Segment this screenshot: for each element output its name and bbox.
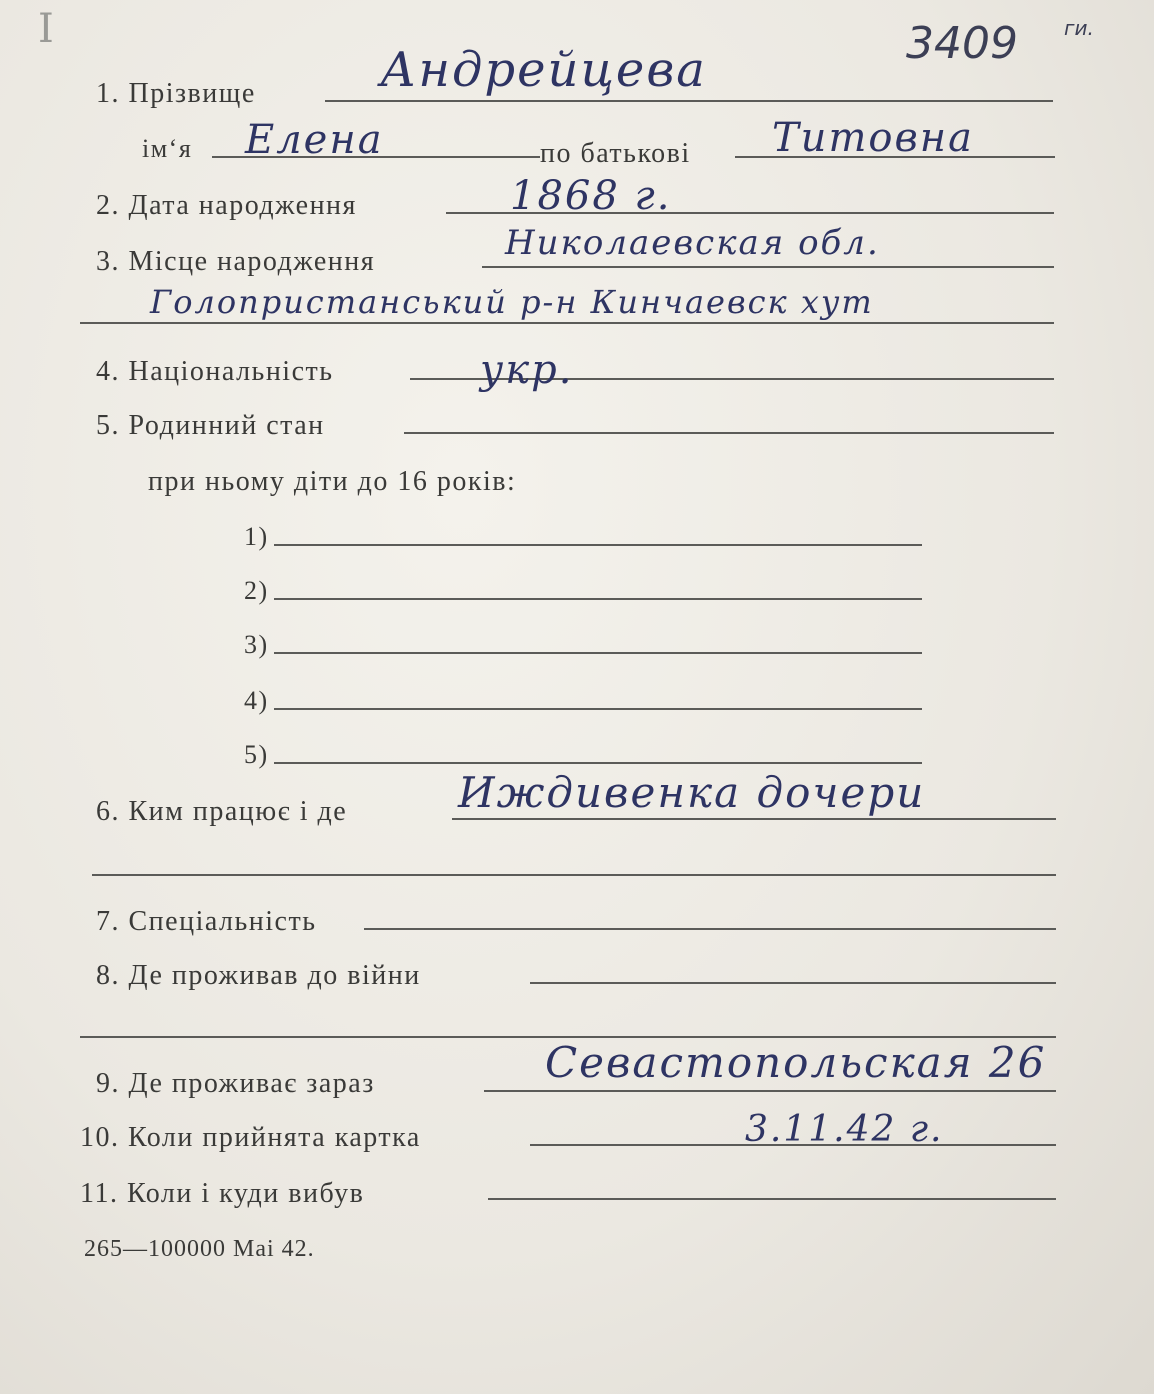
- children-label: при ньому діти до 16 років:: [148, 466, 517, 497]
- occupation-value: Иждивенка дочери: [458, 768, 926, 817]
- birthplace-label: 3. Місце народження: [96, 246, 376, 277]
- child-1-label: 1): [244, 522, 269, 551]
- corner-roman-numeral: I: [38, 6, 54, 52]
- specialty-label: 7. Спеціальність: [96, 906, 317, 937]
- specialty-line: [364, 928, 1056, 930]
- occupation-line: [452, 818, 1056, 820]
- child-5-label: 5): [244, 740, 269, 769]
- child-2-line: [274, 598, 922, 600]
- child-4-line: [274, 708, 922, 710]
- surname-value: Андрейцева: [380, 42, 707, 98]
- surname-line: [325, 100, 1053, 102]
- current-residence-label: 9. Де проживає зараз: [96, 1068, 375, 1099]
- card-accepted-value: 3.11.42 г.: [745, 1109, 944, 1150]
- card-accepted-label: 10. Коли прийнята картка: [80, 1122, 421, 1153]
- family-status-label: 5. Родинний стан: [96, 410, 325, 441]
- child-3-line: [274, 652, 922, 654]
- birthdate-value: 1868 г.: [510, 173, 672, 219]
- card-number-suffix: ги.: [1064, 16, 1094, 40]
- birthplace-line: [482, 266, 1054, 268]
- birthplace-line-2: [80, 322, 1054, 324]
- departure-label: 11. Коли і куди вибув: [80, 1178, 365, 1209]
- birthdate-label: 2. Дата народження: [96, 190, 357, 221]
- name-label: ім‘я: [142, 134, 193, 163]
- birthplace-value-line1: Николаевская обл.: [505, 223, 880, 263]
- nationality-value: укр.: [480, 347, 574, 393]
- child-3-label: 3): [244, 630, 269, 659]
- departure-line: [488, 1198, 1056, 1200]
- child-5-line: [274, 762, 922, 764]
- prewar-residence-line: [530, 982, 1056, 984]
- patronymic-value: Титовна: [772, 115, 974, 161]
- family-status-line: [404, 432, 1054, 434]
- birthplace-value-line2: Голопристанський р-н Кинчаевск хут: [150, 283, 874, 321]
- current-residence-line: [484, 1090, 1056, 1092]
- card-number: 3409: [906, 18, 1018, 69]
- occupation-line-2: [92, 874, 1056, 876]
- child-1-line: [274, 544, 922, 546]
- child-4-label: 4): [244, 686, 269, 715]
- patronymic-label: по батькові: [540, 138, 691, 169]
- prewar-residence-label: 8. Де проживав до війни: [96, 960, 421, 991]
- surname-label: 1. Прізвище: [96, 78, 256, 109]
- name-value: Елена: [245, 117, 384, 163]
- occupation-label: 6. Ким працює і де: [96, 796, 348, 827]
- nationality-label: 4. Національність: [96, 356, 334, 387]
- current-residence-value: Севастопольская 26: [545, 1038, 1047, 1087]
- child-2-label: 2): [244, 576, 269, 605]
- print-run-footer: 265—100000 Mai 42.: [84, 1236, 315, 1262]
